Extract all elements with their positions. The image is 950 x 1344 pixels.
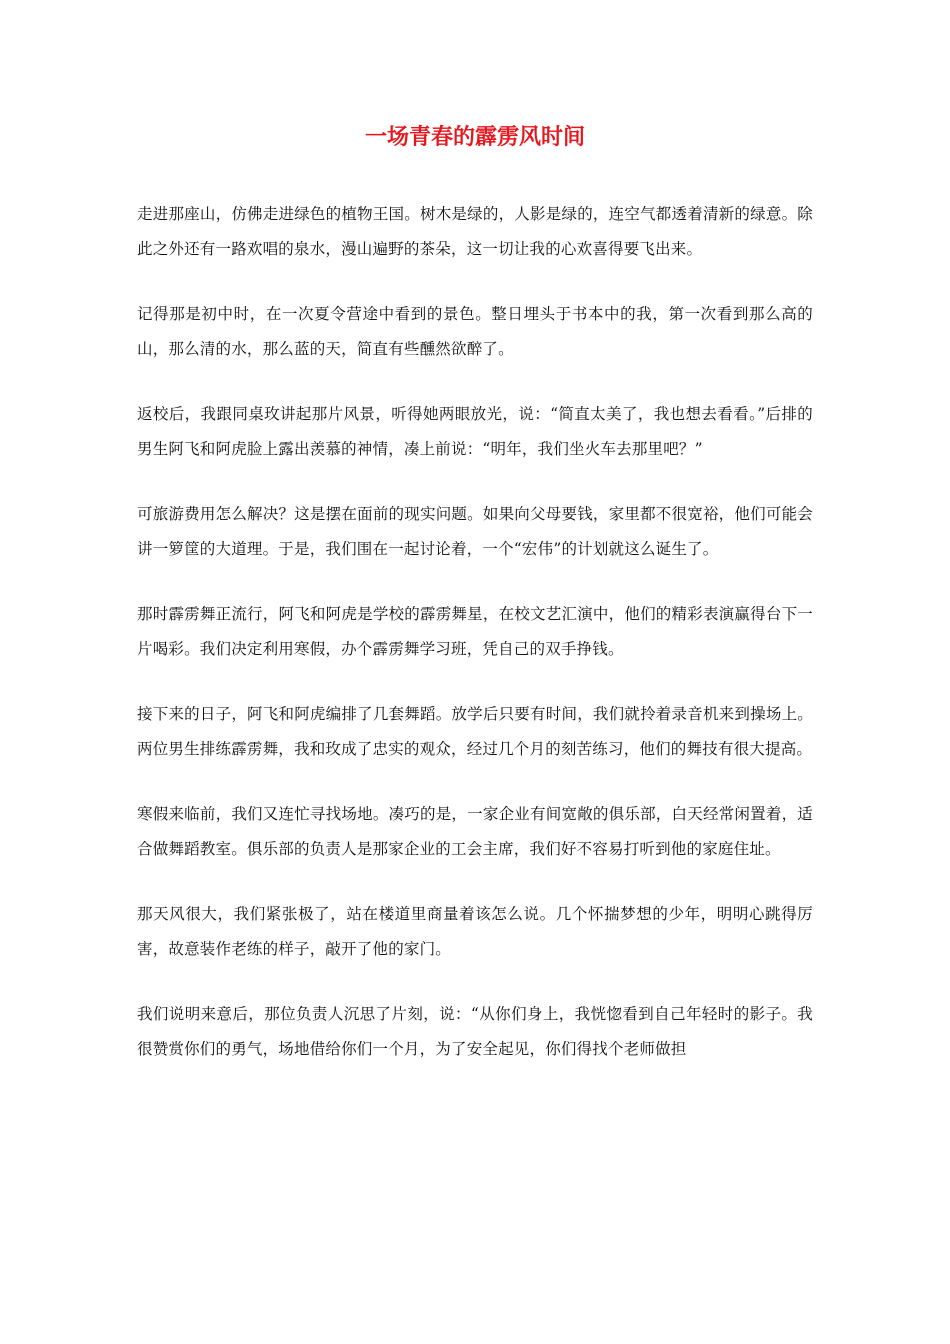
- paragraph: 返校后，我跟同桌玫讲起那片风景，听得她两眼放光，说：“简直太美了，我也想去看看。”后排的男生阿飞和阿虎脸上露出羡慕的神情，凑上前说：“明年，我们坐火车去那里吧？”: [137, 405, 813, 458]
- paragraph: 我们说明来意后，那位负责人沉思了片刻，说：“从你们身上，我恍惚看到自己年轻时的影子。我很赞赏你们的勇气，场地借给你们一个月，为了安全起见，你们得找个老师做担: [137, 1005, 813, 1058]
- paragraph: 走进那座山，仿佛走进绿色的植物王国。树木是绿的，人影是绿的，连空气都透着清新的绿意。除此之外还有一路欢唱的泉水，漫山遍野的茶朵，这一切让我的心欢喜得要飞出来。: [137, 205, 813, 258]
- paragraph: 那天风很大，我们紧张极了，站在楼道里商量着该怎么说。几个怀揣梦想的少年，明明心跳得厉害，故意装作老练的样子，敲开了他的家门。: [137, 905, 813, 958]
- paragraph: 记得那是初中时，在一次夏令营途中看到的景色。整日埋头于书本中的我，第一次看到那么高的山，那么清的水，那么蓝的天，简直有些醺然欲醉了。: [137, 305, 813, 358]
- paragraph: 那时霹雳舞正流行，阿飞和阿虎是学校的霹雳舞星，在校文艺汇演中，他们的精彩表演赢得台下一片喝彩。我们决定利用寒假，办个霹雳舞学习班，凭自己的双手挣钱。: [137, 605, 813, 658]
- document-title: 一场青春的霹雳风时间: [364, 124, 585, 150]
- paragraph: 可旅游费用怎么解决？这是摆在面前的现实问题。如果向父母要钱，家里都不很宽裕，他们可能会讲一箩筐的大道理。于是，我们围在一起讨论着，一个“宏伟”的计划就这么诞生了。: [137, 505, 813, 558]
- paragraph: 寒假来临前，我们又连忙寻找场地。凑巧的是，一家企业有间宽敞的俱乐部，白天经常闲置着，适合做舞蹈教室。俱乐部的负责人是那家企业的工会主席，我们好不容易打听到他的家庭住址。: [137, 805, 813, 858]
- paragraph: 接下来的日子，阿飞和阿虎编排了几套舞蹈。放学后只要有时间，我们就拎着录音机来到操场上。两位男生排练霹雳舞，我和玫成了忠实的观众，经过几个月的刻苦练习，他们的舞技有很大提高。: [137, 705, 813, 758]
- document-body: [137, 197, 813, 1097]
